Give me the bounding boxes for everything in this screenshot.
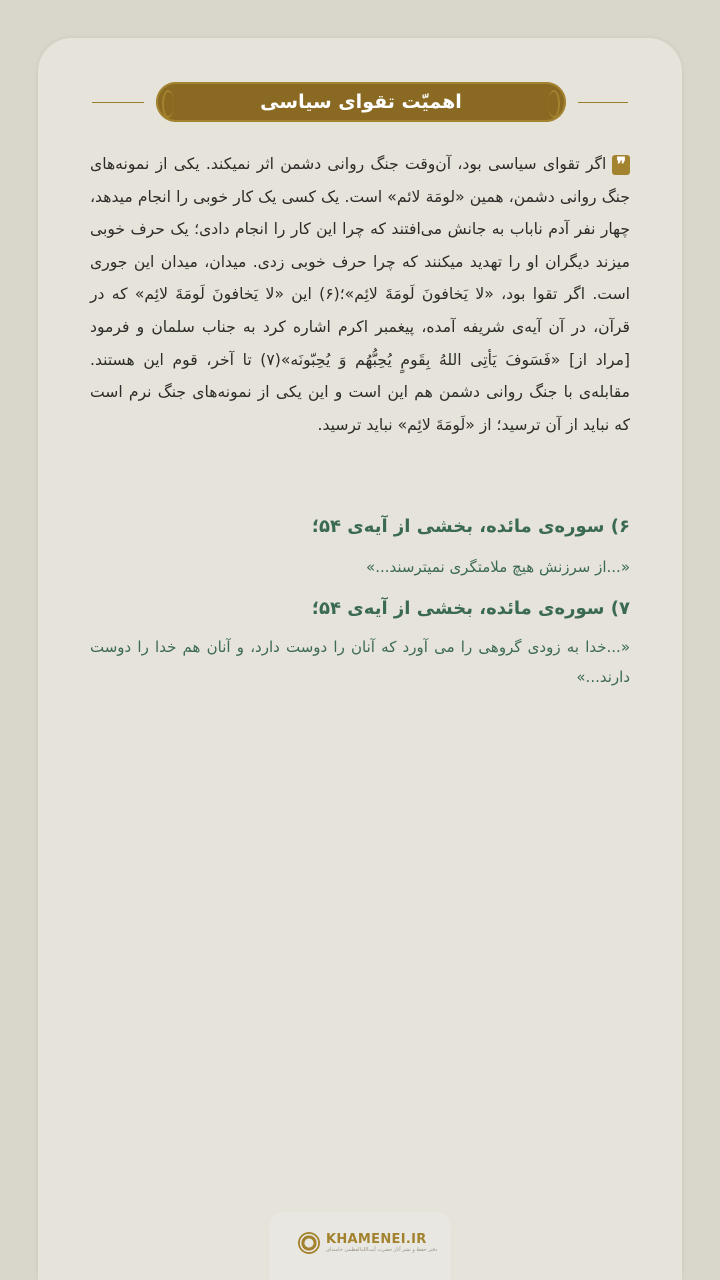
footnote-6-heading: ۶) سوره‌ی مائده، بخشی از آیه‌ی ۵۴؛ <box>311 516 630 537</box>
footnote-6-text: «...از سرزنش هیچ ملامتگری نمیترسند...» <box>366 558 630 576</box>
khamenei-logo-icon <box>298 1232 320 1254</box>
logo-name: KHAMENEI.IR <box>326 1231 427 1247</box>
footer-logo[interactable] <box>298 1232 437 1254</box>
title-divider-right <box>578 102 628 103</box>
footnote-7-heading: ۷) سوره‌ی مائده، بخشی از آیه‌ی ۵۴؛ <box>311 598 630 619</box>
page-title: اهمیّت تقوای سیاسی <box>260 91 462 113</box>
title-divider-left <box>92 102 144 103</box>
footnote-7-text: «...خدا به زودی گروهی را می آورد که آنان را دوست دارد، و آنان هم خدا را دوست دارند...» <box>90 638 630 686</box>
main-paragraph-text: اگر تقوای سیاسی بود، آن‌وقت جنگ روانی دشمن اثر نمیکند. یکی از نمونه‌های جنگ روانی دشمن، همین «لومَة لائم» است. یک کسی یک کار خوبی را انجام میدهد، چهار نفر آدم ناباب به جانش می‌افتند که چرا این کار را انجام دادی؛ یک حرف خوبی میزند دیگران او را تهدید میکنند که چرا حرف خوبی زدی. میدان، میدان این جوری است. اگر تقوا بود، «لا یَخافونَ لَومَةَ لائِم»؛(۶) این «لا یَخافونَ لَومَةَ لائِم» که در قرآن، در آن آیه‌ی شریفه آمده، پیغمبر اکرم اشاره کرد به جناب سلمان و فرمود [مراد از] «فَسَوفَ یَأتِی اللهُ بِقَومٍ یُحِبُّهُم وَ یُحِبّونَه»(۷) تا آخر، قوم این هستند. مقابله‌ی با جنگ روانی دشمن هم این است و این یکی از نمونه‌های جنگ نرم است که نباید از آن ترسید؛ از «لَومَةَ لائِم» نباید ترسید. <box>90 155 631 434</box>
main-paragraph <box>90 148 630 441</box>
title-banner <box>156 82 566 122</box>
quote-icon: ❞ <box>612 155 630 175</box>
logo-tagline: دفتر حفظ و نشر آثار حضرت آیت‌الله‌العظمی خامنه‌ای <box>326 1246 438 1253</box>
